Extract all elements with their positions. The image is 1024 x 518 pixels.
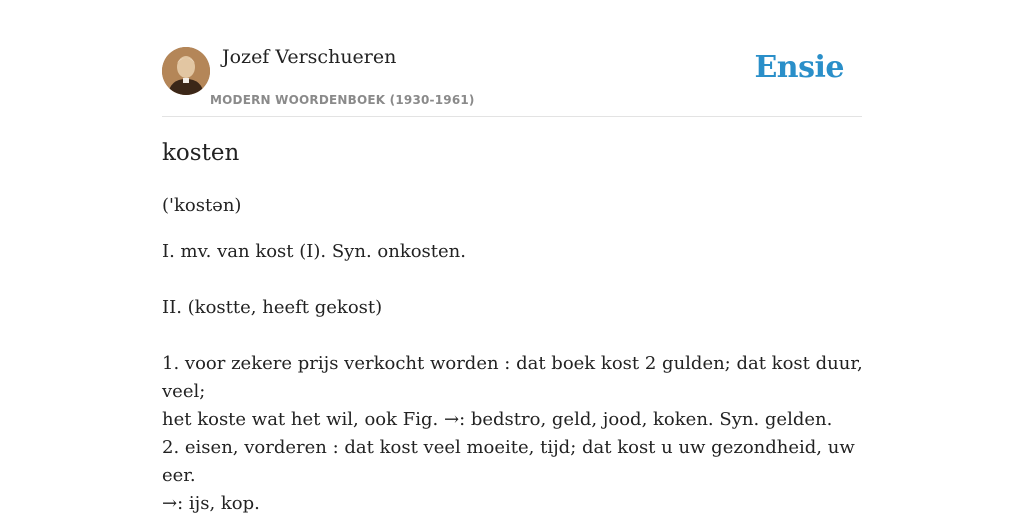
pronunciation: ('kostən) [162, 195, 242, 216]
header [162, 0, 862, 117]
definition-1 [162, 350, 872, 434]
portrait-icon [162, 47, 210, 95]
definition-1-line-2-suffix: : bedstro, geld, jood, koken. Syn. gelden. [459, 409, 833, 430]
cross-reference-arrow-icon[interactable]: → [443, 409, 460, 430]
author-name[interactable]: Jozef Verschueren [222, 46, 397, 68]
definition-2 [162, 434, 872, 518]
definition-2-line-2-suffix: : ijs, kop. [177, 493, 260, 514]
dictionary-source[interactable]: MODERN WOORDENBOEK (1930-1961) [210, 93, 475, 107]
entry-body [162, 192, 872, 518]
sense-1: I. mv. van kost (I). Syn. onkosten. [162, 241, 466, 262]
sense-2: II. (kostte, heeft gekost) [162, 297, 383, 318]
ensie-logo[interactable]: Ensie [754, 50, 844, 85]
author-avatar[interactable] [162, 47, 210, 95]
definition-1-line-1: 1. voor zekere prijs verkocht worden : dat boek kost 2 gulden; dat kost duur, veel; [162, 353, 863, 402]
definition-2-line-1: 2. eisen, vorderen : dat kost veel moeite, tijd; dat kost u uw gezondheid, uw eer. [162, 437, 855, 486]
cross-reference-arrow-icon[interactable]: → [162, 493, 178, 514]
page-container [162, 0, 863, 514]
entry-headword: kosten [162, 140, 240, 166]
definition-1-line-2-prefix: het koste wat het wil, ook Fig. [162, 409, 444, 430]
